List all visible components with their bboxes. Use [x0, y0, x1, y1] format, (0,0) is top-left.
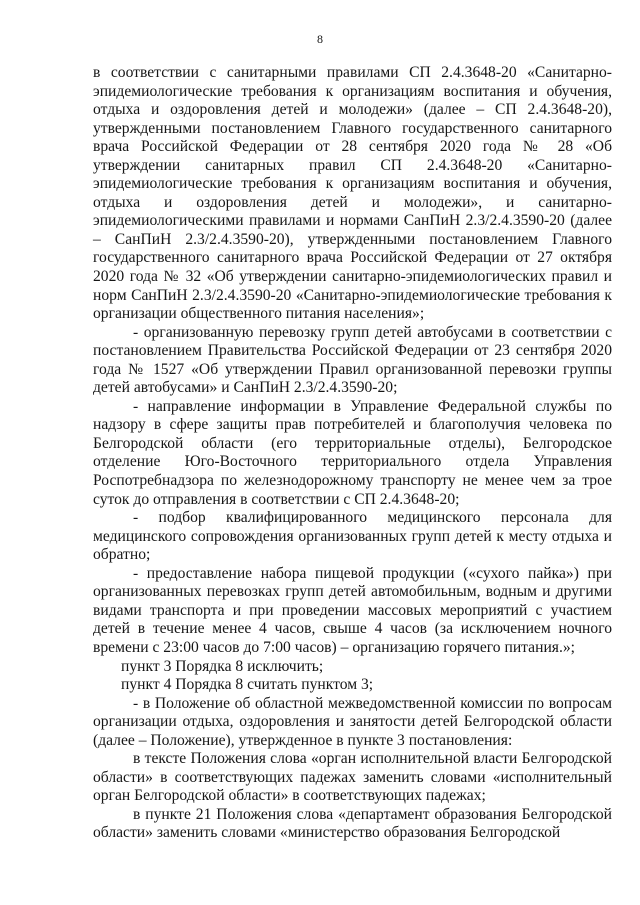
paragraph-3: - направление информации в Управление Федеральной службы по надзору в сфере защиты прав потребителей и благополучия человека по Белгородской области (его территориальные отделы), Белгородское отделение Юго-Восточного территориального отдела Управления Роспотребнадзора по железнодорожному транспорту не менее чем за трое суток до отправления в соответствии с СП 2.4.3648-20;: [93, 397, 612, 508]
paragraph-9: в тексте Положения слова «орган исполнительной власти Белгородской области» в соответствующих падежах заменить словами «исполнительный орган Белгородской области» в соответствующих падежах;: [93, 750, 612, 805]
document-body: [93, 64, 612, 843]
paragraph-8: - в Положение об областной межведомственной комиссии по вопросам организации отдыха, оздоровления и занятости детей Белгородской области (далее – Положение), утвержденное в пункте 3 постановления:: [93, 694, 612, 749]
paragraph-10: в пункте 21 Положения слова «департамент образования Белгородской области» заменить словами «министерство образования Белгородской: [93, 805, 612, 842]
paragraph-6: пункт 3 Порядка 8 исключить;: [121, 657, 324, 675]
paragraph-7: пункт 4 Порядка 8 считать пунктом 3;: [121, 676, 374, 694]
paragraph-2: - организованную перевозку групп детей автобусами в соответствии с постановлением Правительства Российской Федерации от 23 сентября 2020 года № 1527 «Об утверждении Правил организованной перевозки группы детей автобусами» и СанПиН 2.3/2.4.3590-20;: [93, 323, 612, 397]
paragraph-1: в соответствии с санитарными правилами СП 2.4.3648-20 «Санитарно-эпидемиологические требования к организациям воспитания и обучения, отдыха и оздоровления детей и молодежи» (далее – СП 2.4.3648-20), утвержденными постановлением Главного государственного санитарного врача Российской Федерации от 28 сентября 2020 года № 28 «Об утверждении санитарных правил СП 2.4.3648-20 «Санитарно-эпидемиологические требования к организациям воспитания и обучения, отдыха и оздоровления детей и молодежи», и санитарно-эпидемиологическими правилами и нормами СанПиН 2.3/2.4.3590-20 (далее – СанПиН 2.3/2.4.3590-20), утвержденными постановлением Главного государственного санитарного врача Российской Федерации от 27 октября 2020 года № 32 «Об утверждении санитарно-эпидемиологических правил и норм СанПиН 2.3/2.4.3590-20 «Санитарно-эпидемиологические требования к организации общественного питания населения»;: [93, 64, 612, 323]
paragraph-5: - предоставление набора пищевой продукции («сухого пайка») при организованных перевозках групп детей автомобильным, водным и другими видами транспорта и при проведении массовых мероприятий с участием детей в течение менее 4 часов, свыше 4 часов (за исключением ночного времени с 23:00 часов до 7:00 часов) – организацию горячего питания.»;: [93, 564, 612, 656]
paragraph-4: - подбор квалифицированного медицинского персонала для медицинского сопровождения организованных групп детей к месту отдыха и обратно;: [93, 509, 612, 564]
page-number: 8: [317, 32, 323, 46]
